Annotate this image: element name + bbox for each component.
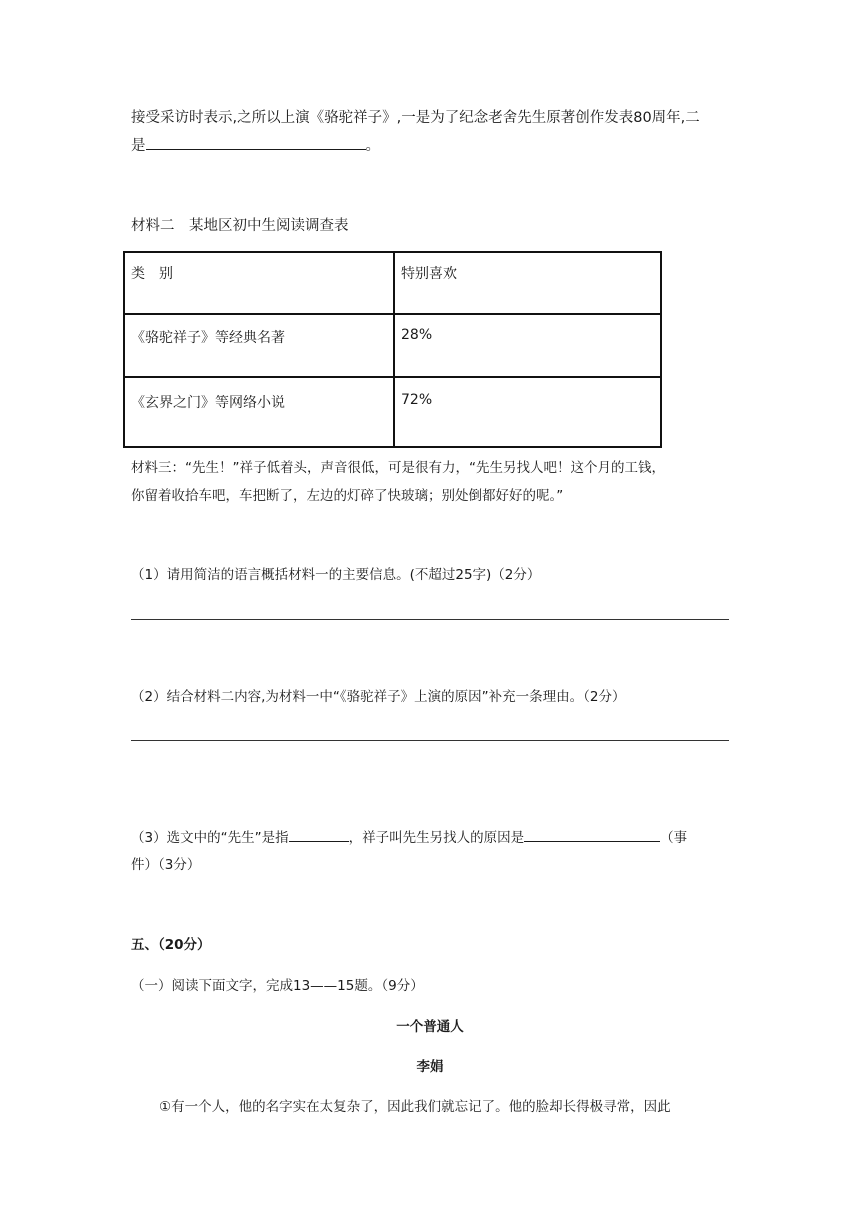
table-cell-percent: 72% <box>394 377 661 447</box>
table-row <box>124 314 661 377</box>
table-cell-category: 《骆驼祥子》等经典名著 <box>124 314 394 377</box>
question-3-part2: ，祥子叫先生另找人的原因是 <box>348 830 525 846</box>
question-3-part1: （3）选文中的“先生”是指 <box>131 830 289 846</box>
question-2: （2）结合材料二内容,为材料一中“《骆驼祥子》上演的原因”补充一条理由。（2分） <box>131 689 626 705</box>
table-header-like: 特别喜欢 <box>394 252 661 314</box>
question-3-line1 <box>131 826 687 846</box>
section-five-heading: 五、（20分） <box>131 937 211 953</box>
material-one-line2 <box>131 134 380 155</box>
question-3-part3: （事 <box>660 830 688 846</box>
answer-blank-reason[interactable] <box>524 827 660 842</box>
answer-blank[interactable] <box>146 135 366 150</box>
table-cell-category: 《玄界之门》等网络小说 <box>124 377 394 447</box>
table-row <box>124 377 661 447</box>
table-header-category: 类 别 <box>124 252 394 314</box>
section-five-instruction: （一）阅读下面文字，完成13——15题。（9分） <box>131 978 424 994</box>
question-1: （1）请用简洁的语言概括材料一的主要信息。(不超过25字)（2分） <box>131 567 541 583</box>
answer-line-1[interactable] <box>131 619 729 620</box>
question-3-line2: 件）（3分） <box>131 857 201 873</box>
material-two-title: 材料二 某地区初中生阅读调查表 <box>131 218 349 234</box>
table-header-row <box>124 252 661 314</box>
material-one-line1: 接受采访时表示,之所以上演《骆驼祥子》,一是为了纪念老舍先生原著创作发表80周年,二 <box>131 110 700 126</box>
material-one-line2-prefix: 是 <box>131 138 146 154</box>
material-three-line1: 材料三：“先生！”祥子低着头，声音很低，可是很有力，“先生另找人吧！这个月的工钱， <box>131 460 665 476</box>
article-title: 一个普通人 <box>396 1019 464 1035</box>
material-three-line2: 你留着收拾车吧，车把断了，左边的灯碎了快玻璃；别处倒都好好的呢。” <box>131 488 564 504</box>
table-cell-percent: 28% <box>394 314 661 377</box>
survey-table <box>123 251 662 448</box>
material-one-line2-suffix: 。 <box>365 138 380 154</box>
answer-line-2[interactable] <box>131 740 729 741</box>
article-paragraph-1: ①有一个人，他的名字实在太复杂了，因此我们就忘记了。他的脸却长得极寻常，因此 <box>159 1099 671 1115</box>
article-author: 李娟 <box>416 1059 444 1075</box>
answer-blank-who[interactable] <box>289 827 349 842</box>
